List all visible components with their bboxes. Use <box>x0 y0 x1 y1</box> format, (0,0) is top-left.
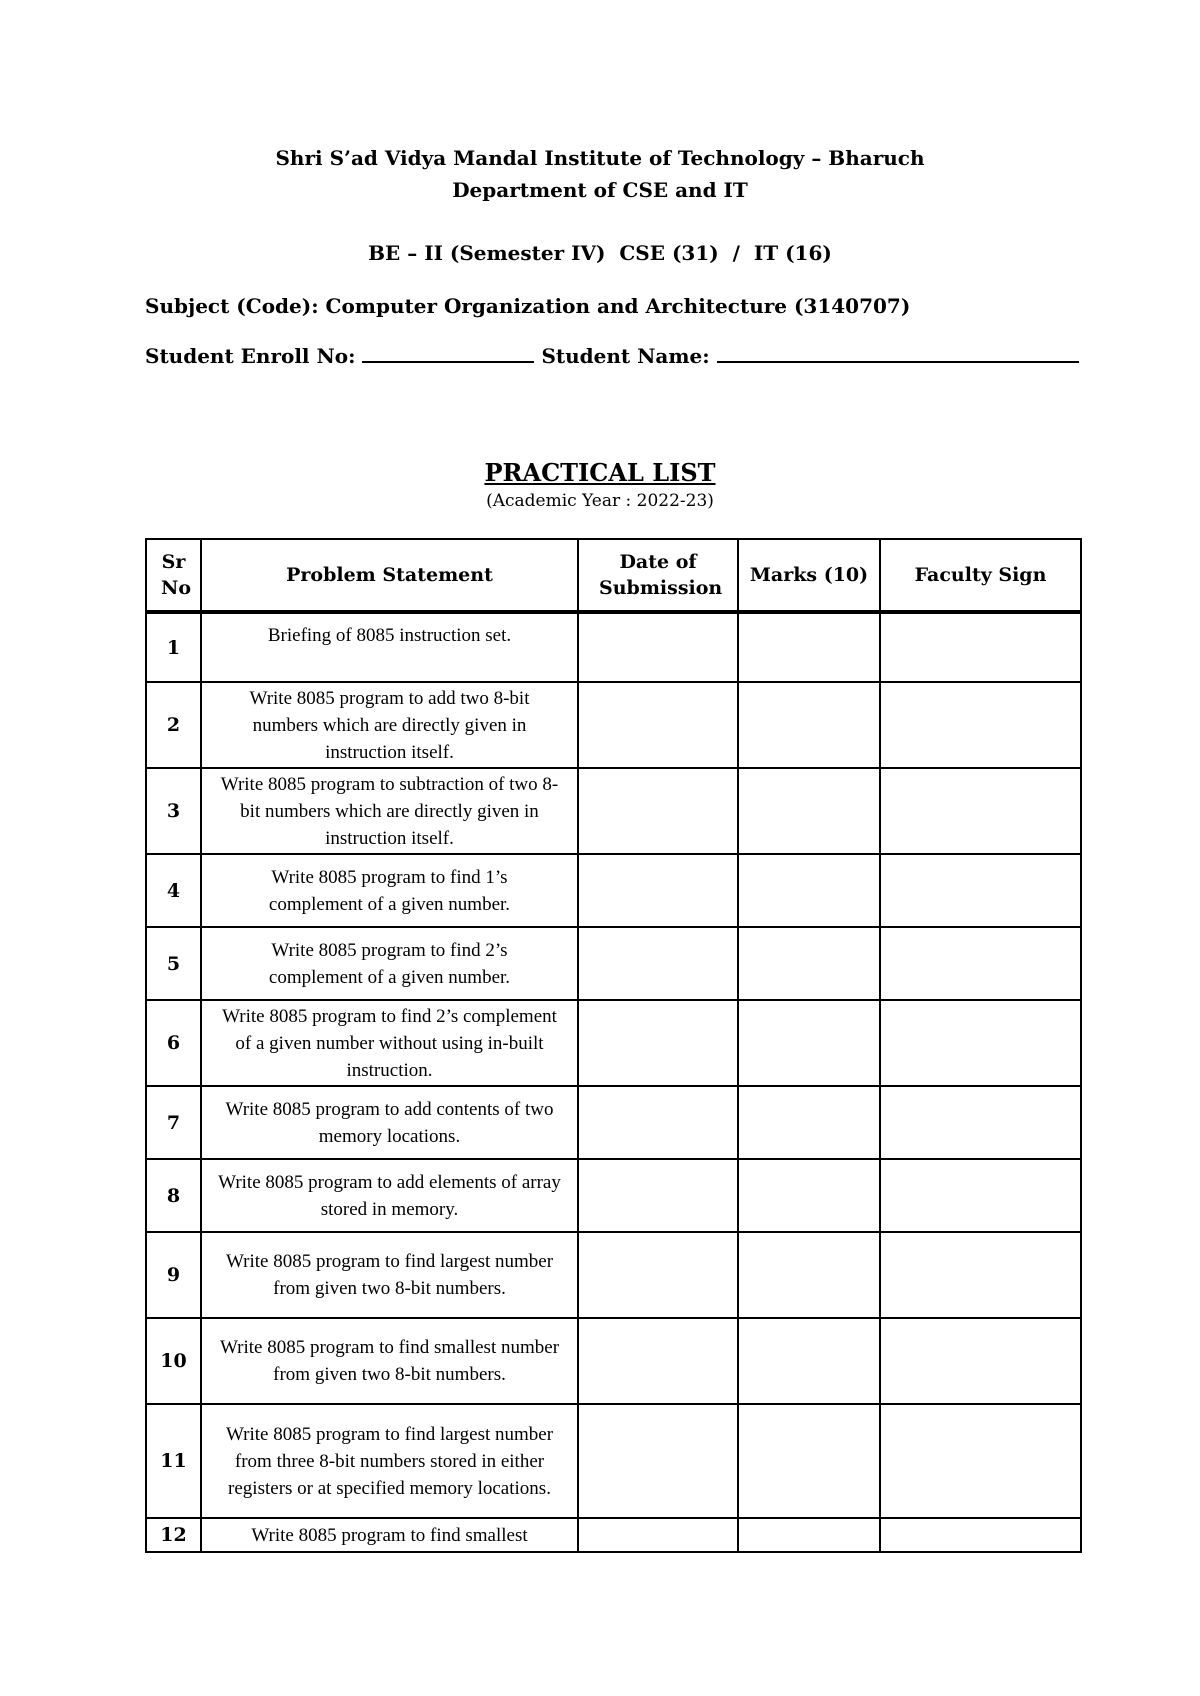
course-line: BE – II (Semester IV) CSE (31) / IT (16) <box>368 241 832 265</box>
sign-cell <box>880 1000 1081 1086</box>
marks-cell <box>738 854 880 927</box>
statement-cell: Write 8085 program to subtraction of two 8-bit numbers which are directly given in instruction itself. <box>201 768 578 854</box>
statement-cell: Write 8085 program to find largest number from three 8-bit numbers stored in either registers or at specified memory locations. <box>201 1404 578 1518</box>
sr-cell: 8 <box>146 1159 201 1232</box>
statement-cell: Write 8085 program to find largest number from given two 8-bit numbers. <box>201 1232 578 1318</box>
sr-cell: 9 <box>146 1232 201 1318</box>
header-sr-no: Sr No <box>146 539 201 612</box>
enroll-blank <box>362 345 534 363</box>
marks-cell <box>738 1086 880 1159</box>
marks-cell <box>738 1404 880 1518</box>
table-row <box>146 1000 1081 1086</box>
sign-cell <box>880 1159 1081 1232</box>
table-row <box>146 1232 1081 1318</box>
date-cell <box>578 1086 738 1159</box>
sr-cell: 7 <box>146 1086 201 1159</box>
marks-cell <box>738 1518 880 1552</box>
statement-cell: Write 8085 program to find 1’s complement of a given number. <box>201 854 578 927</box>
date-cell <box>578 1404 738 1518</box>
date-cell <box>578 1518 738 1552</box>
table-row <box>146 1404 1081 1518</box>
sr-cell: 6 <box>146 1000 201 1086</box>
sr-cell: 3 <box>146 768 201 854</box>
date-cell <box>578 1000 738 1086</box>
date-cell <box>578 854 738 927</box>
marks-cell <box>738 768 880 854</box>
date-cell <box>578 768 738 854</box>
table-row <box>146 682 1081 768</box>
practical-table <box>145 538 1082 1553</box>
sign-cell <box>880 1518 1081 1552</box>
table-row <box>146 1086 1081 1159</box>
marks-cell <box>738 927 880 1000</box>
statement-cell: Write 8085 program to find smallest number from given two 8-bit numbers. <box>201 1318 578 1404</box>
sign-cell <box>880 927 1081 1000</box>
sign-cell <box>880 612 1081 682</box>
sr-cell: 1 <box>146 612 201 682</box>
marks-cell <box>738 1159 880 1232</box>
name-blank <box>717 345 1079 363</box>
page-title: PRACTICAL LIST <box>484 458 716 487</box>
sr-cell: 10 <box>146 1318 201 1404</box>
sign-cell <box>880 1232 1081 1318</box>
sign-cell <box>880 1086 1081 1159</box>
date-cell <box>578 682 738 768</box>
marks-cell <box>738 1232 880 1318</box>
statement-cell: Write 8085 program to add two 8-bit numbers which are directly given in instruction itself. <box>201 682 578 768</box>
statement-cell: Briefing of 8085 instruction set. <box>201 612 578 682</box>
header-date-of-submission: Date of Submission <box>578 539 738 612</box>
sign-cell <box>880 1404 1081 1518</box>
statement-cell: Write 8085 program to find 2’s complement of a given number without using in-built instruction. <box>201 1000 578 1086</box>
statement-cell: Write 8085 program to find smallest <box>201 1518 578 1552</box>
enroll-label: Student Enroll No: <box>145 344 356 368</box>
sr-cell: 5 <box>146 927 201 1000</box>
sr-cell: 11 <box>146 1404 201 1518</box>
statement-cell: Write 8085 program to add contents of two memory locations. <box>201 1086 578 1159</box>
statement-cell: Write 8085 program to add elements of array stored in memory. <box>201 1159 578 1232</box>
table-row <box>146 768 1081 854</box>
sign-cell <box>880 854 1081 927</box>
marks-cell <box>738 1000 880 1086</box>
sr-cell: 12 <box>146 1518 201 1552</box>
table-row <box>146 854 1081 927</box>
date-cell <box>578 1318 738 1404</box>
date-cell <box>578 1232 738 1318</box>
sign-cell <box>880 1318 1081 1404</box>
table-header-row <box>146 539 1081 612</box>
subject-line: Subject (Code): Computer Organization and Architecture (3140707) <box>145 294 911 318</box>
institute-name: Shri S’ad Vidya Mandal Institute of Technology – Bharuch <box>275 146 925 170</box>
academic-year: (Academic Year : 2022-23) <box>486 491 714 511</box>
date-cell <box>578 612 738 682</box>
department-name: Department of CSE and IT <box>452 178 748 202</box>
date-cell <box>578 927 738 1000</box>
table-row <box>146 927 1081 1000</box>
table-row <box>146 612 1081 682</box>
marks-cell <box>738 682 880 768</box>
header-problem-statement: Problem Statement <box>201 539 578 612</box>
header-marks: Marks (10) <box>738 539 880 612</box>
student-info-line <box>145 344 1079 368</box>
name-label: Student Name: <box>541 344 710 368</box>
sign-cell <box>880 768 1081 854</box>
table-row <box>146 1159 1081 1232</box>
table-row <box>146 1318 1081 1404</box>
header-faculty-sign: Faculty Sign <box>880 539 1081 612</box>
sr-cell: 4 <box>146 854 201 927</box>
marks-cell <box>738 612 880 682</box>
marks-cell <box>738 1318 880 1404</box>
date-cell <box>578 1159 738 1232</box>
statement-cell: Write 8085 program to find 2’s complement of a given number. <box>201 927 578 1000</box>
table-row <box>146 1518 1081 1552</box>
sr-cell: 2 <box>146 682 201 768</box>
sign-cell <box>880 682 1081 768</box>
